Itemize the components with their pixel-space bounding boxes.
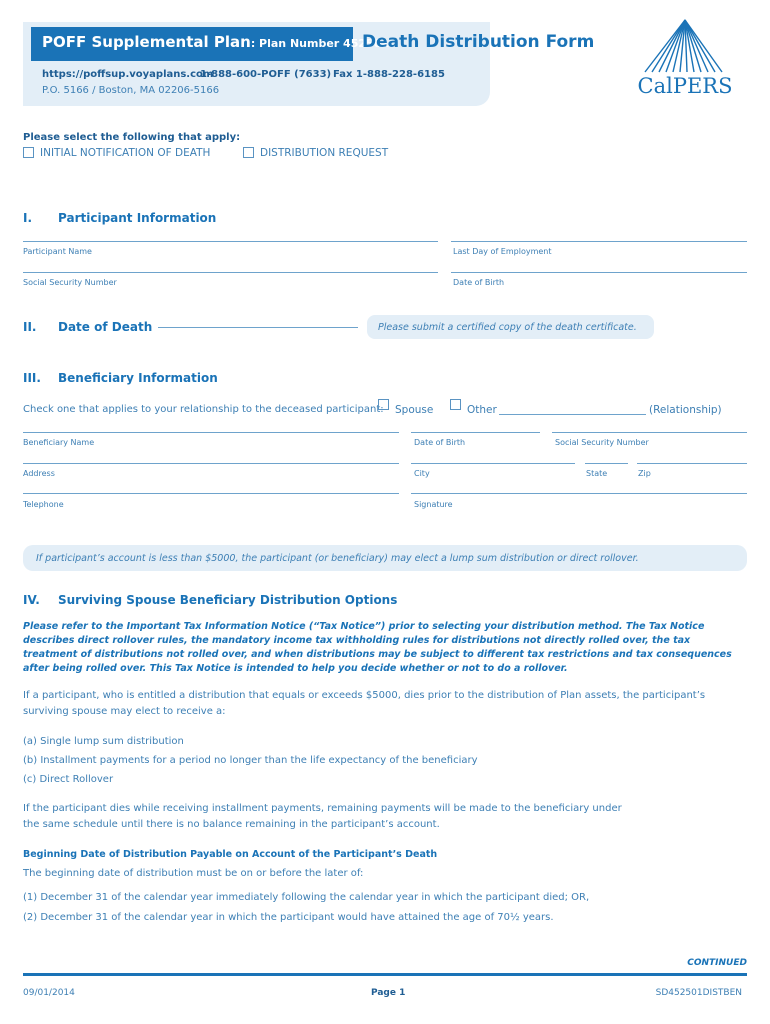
relationship-field[interactable] bbox=[499, 414, 646, 415]
relationship-prompt: Check one that applies to your relationship to the deceased participant: bbox=[23, 404, 384, 415]
option-spouse-label: Spouse bbox=[395, 404, 434, 416]
section1-number: I. bbox=[23, 211, 33, 225]
option-spouse[interactable] bbox=[378, 399, 434, 416]
plan-title bbox=[42, 33, 389, 51]
beneficiary-dob-field[interactable] bbox=[411, 432, 540, 433]
section2-title: Date of Death bbox=[58, 320, 153, 334]
website-link[interactable]: https://poffsup.voyaplans.com bbox=[42, 69, 214, 80]
zip-field[interactable] bbox=[637, 463, 747, 464]
relationship-label: (Relationship) bbox=[649, 404, 722, 416]
select-prompt: Please select the following that apply: bbox=[23, 132, 241, 143]
signature-label: Signature bbox=[414, 500, 453, 509]
address-label: Address bbox=[23, 469, 55, 478]
participant-name-field[interactable] bbox=[23, 241, 438, 242]
tax-notice-paragraph: Please refer to the Important Tax Information Notice (“Tax Notice”) prior to selecting your distribution method. The Tax Notice describes direct rollover rules, the mandatory income tax withholding rules for distributions not directly rolled over, the tax treatment of distributions not rolled over, and when distributions may be subject to different tax restrictions and tax consequences after being rolled over. This Tax Notice is intended to help you decide whether or not to do a rollover. bbox=[23, 621, 732, 674]
beneficiary-ssn-field[interactable] bbox=[552, 432, 747, 433]
state-field[interactable] bbox=[585, 463, 628, 464]
phone-number: 1-888-600-POFF (7633) bbox=[200, 69, 332, 80]
option-distribution-request-label: DISTRIBUTION REQUEST bbox=[260, 147, 389, 159]
beginning-date-paragraph: The beginning date of distribution must be on or before the later of: bbox=[23, 868, 364, 879]
participant-dob-field[interactable] bbox=[451, 272, 747, 273]
beneficiary-dob-label: Date of Birth bbox=[414, 438, 466, 447]
fax-number: Fax 1-888-228-6185 bbox=[333, 69, 445, 80]
option-c: (c) Direct Rollover bbox=[23, 774, 114, 785]
mailing-address: P.O. 5166 / Boston, MA 02206-5166 bbox=[42, 85, 220, 96]
city-field[interactable] bbox=[411, 463, 575, 464]
death-certificate-note: Please submit a certified copy of the death certificate. bbox=[378, 322, 637, 333]
section2-number: II. bbox=[23, 320, 37, 334]
plan-title-text: POFF Supplemental Plan bbox=[42, 33, 251, 51]
participant-ssn-label: Social Security Number bbox=[23, 278, 117, 287]
option-distribution-request[interactable] bbox=[243, 147, 388, 159]
plan-number: : Plan Number 452501 bbox=[250, 37, 389, 50]
calpers-logo-icon bbox=[630, 16, 740, 76]
participant-ssn-field[interactable] bbox=[23, 272, 438, 273]
beneficiary-name-field[interactable] bbox=[23, 432, 399, 433]
footer-code: SD452501DISTBEN bbox=[655, 988, 742, 998]
signature-field[interactable] bbox=[411, 493, 747, 494]
option-b: (b) Installment payments for a period no longer than the life expectancy of the beneficiary bbox=[23, 755, 478, 766]
option-a: (a) Single lump sum distribution bbox=[23, 736, 184, 747]
option-initial-notification[interactable] bbox=[23, 147, 210, 159]
section3-title: Beneficiary Information bbox=[58, 371, 218, 385]
section1-title: Participant Information bbox=[58, 211, 217, 225]
section4-title: Surviving Spouse Beneficiary Distribution Options bbox=[58, 593, 398, 607]
date-item-2: (2) December 31 of the calendar year in which the participant would have attained the age of 70½ years. bbox=[23, 912, 554, 923]
checkbox-initial-notification[interactable] bbox=[23, 147, 34, 158]
last-day-employment-field[interactable] bbox=[451, 241, 747, 242]
date-item-1: (1) December 31 of the calendar year immediately following the calendar year in which the participant died; OR, bbox=[23, 892, 590, 903]
distribution-date-heading: Beginning Date of Distribution Payable on Account of the Participant’s Death bbox=[23, 849, 438, 860]
option-other[interactable] bbox=[450, 399, 497, 416]
address-field[interactable] bbox=[23, 463, 399, 464]
checkbox-distribution-request[interactable] bbox=[243, 147, 254, 158]
option-other-label: Other bbox=[467, 404, 497, 416]
section4-number: IV. bbox=[23, 593, 40, 607]
checkbox-spouse[interactable] bbox=[378, 399, 389, 410]
zip-label: Zip bbox=[638, 469, 651, 478]
beneficiary-name-label: Beneficiary Name bbox=[23, 438, 95, 447]
participant-name-label: Participant Name bbox=[23, 247, 92, 256]
last-day-employment-label: Last Day of Employment bbox=[453, 247, 552, 256]
eligibility-paragraph: If a participant, who is entitled a distribution that equals or exceeds $5000, dies prior to the distribution of Plan assets, the participant’s surviving spouse may elect to receive a: bbox=[23, 690, 706, 717]
logo-text: CalPERS bbox=[637, 74, 733, 98]
date-of-death-field[interactable] bbox=[158, 327, 358, 328]
beneficiary-ssn-label: Social Security Number bbox=[555, 438, 649, 447]
state-label: State bbox=[586, 469, 608, 478]
telephone-field[interactable] bbox=[23, 493, 399, 494]
telephone-label: Telephone bbox=[23, 500, 64, 509]
checkbox-other[interactable] bbox=[450, 399, 461, 410]
city-label: City bbox=[414, 469, 430, 478]
participant-dob-label: Date of Birth bbox=[453, 278, 505, 287]
footer-date: 09/01/2014 bbox=[23, 988, 75, 998]
continued-label: CONTINUED bbox=[687, 958, 747, 968]
footer-page: Page 1 bbox=[371, 988, 406, 998]
option-initial-notification-label: INITIAL NOTIFICATION OF DEATH bbox=[40, 147, 211, 159]
lump-sum-notice: If participant’s account is less than $5000, the participant (or beneficiary) may elect a lump sum distribution or direct rollover. bbox=[36, 553, 639, 564]
installment-paragraph: If the participant dies while receiving installment payments, remaining payments will be made to the beneficiary under the same schedule until there is no balance remaining in the participant’s account. bbox=[23, 803, 622, 830]
form-title: Death Distribution Form bbox=[362, 32, 595, 52]
footer-rule bbox=[23, 973, 747, 976]
section3-number: III. bbox=[23, 371, 41, 385]
calpers-logo bbox=[630, 16, 740, 106]
